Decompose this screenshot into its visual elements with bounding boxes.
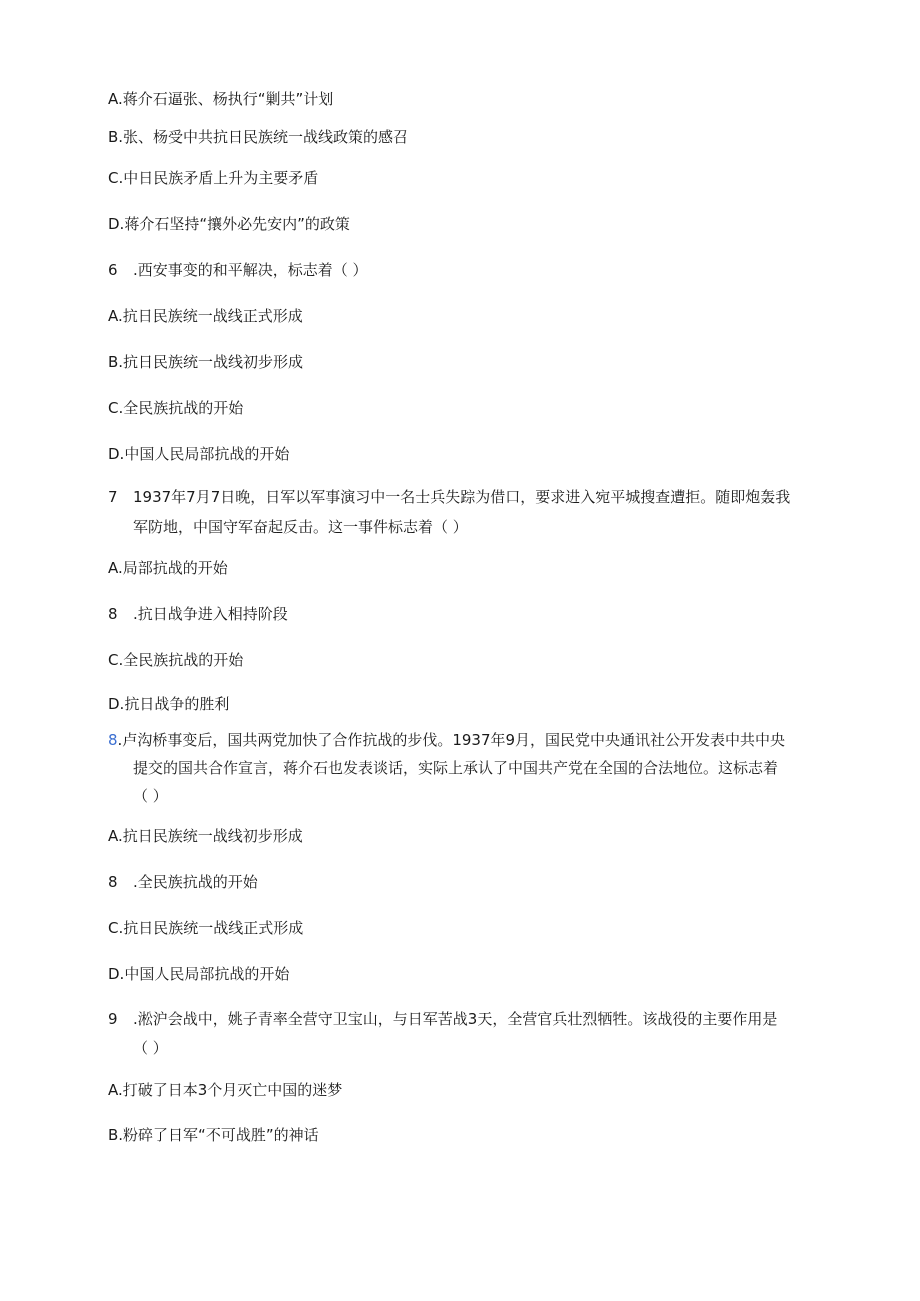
q5-option-c: C.中日民族矛盾上升为主要矛盾	[108, 169, 319, 187]
q7-stem-line2: 军防地，中国守军奋起反击。这一事件标志着（ ）	[133, 518, 468, 536]
question-number: 9	[108, 1010, 118, 1028]
q6-option-b: B.抗日民族统一战线初步形成	[108, 353, 304, 371]
q7-option-c: C.全民族抗战的开始	[108, 651, 244, 669]
q7-stem-line1: 7 1937年7月7日晚，日军以军事演习中一名士兵失踪为借口，要求进入宛平城搜查遭拒。随即炮轰我	[108, 488, 791, 506]
question-number: 6	[108, 261, 118, 279]
q8-option-b: 8 .全民族抗战的开始	[108, 873, 258, 891]
question-number: 8	[108, 731, 118, 749]
q5-option-d: D.蒋介石坚持“攘外必先安内”的政策	[108, 215, 350, 233]
q8-option-c: C.抗日民族统一战线正式形成	[108, 919, 304, 937]
q8-stem-line2: 提交的国共合作宣言，蒋介石也发表谈话，实际上承认了中国共产党在全国的合法地位。这标志着	[133, 759, 779, 777]
question-number: 8	[108, 873, 118, 891]
q9-option-a: A.打破了日本3个月灭亡中国的迷梦	[108, 1081, 343, 1099]
q6-option-a: A.抗日民族统一战线正式形成	[108, 307, 303, 325]
q6-option-c: C.全民族抗战的开始	[108, 399, 244, 417]
q7-option-d: D.抗日战争的胜利	[108, 695, 230, 713]
q5-option-a: A.蒋介石逼张、杨执行“剿共”计划	[108, 90, 334, 108]
question-number: 8	[108, 605, 118, 623]
q7-option-b: 8 .抗日战争进入相持阶段	[108, 605, 288, 623]
q8-option-d: D.中国人民局部抗战的开始	[108, 965, 290, 983]
q8-stem-line1: 8.卢沟桥事变后，国共两党加快了合作抗战的步伐。1937年9月，国民党中央通讯社公开发表中共中央	[108, 731, 786, 749]
question-number: 7	[108, 488, 118, 506]
q6-stem: 6 .西安事变的和平解决，标志着（ ）	[108, 261, 368, 279]
q8-option-a: A.抗日民族统一战线初步形成	[108, 827, 303, 845]
q9-option-b: B.粉碎了日军“不可战胜”的神话	[108, 1126, 319, 1144]
q9-stem-line1: 9 .淞沪会战中，姚子青率全营守卫宝山，与日军苦战3天，全营官兵壮烈牺牲。该战役的主要作用是	[108, 1010, 778, 1028]
q9-stem-line2: （ ）	[133, 1039, 168, 1057]
q8-stem-line3: （ ）	[133, 787, 168, 805]
q7-option-a: A.局部抗战的开始	[108, 559, 228, 577]
q6-option-d: D.中国人民局部抗战的开始	[108, 445, 290, 463]
q5-option-b: B.张、杨受中共抗日民族统一战线政策的感召	[108, 128, 409, 146]
